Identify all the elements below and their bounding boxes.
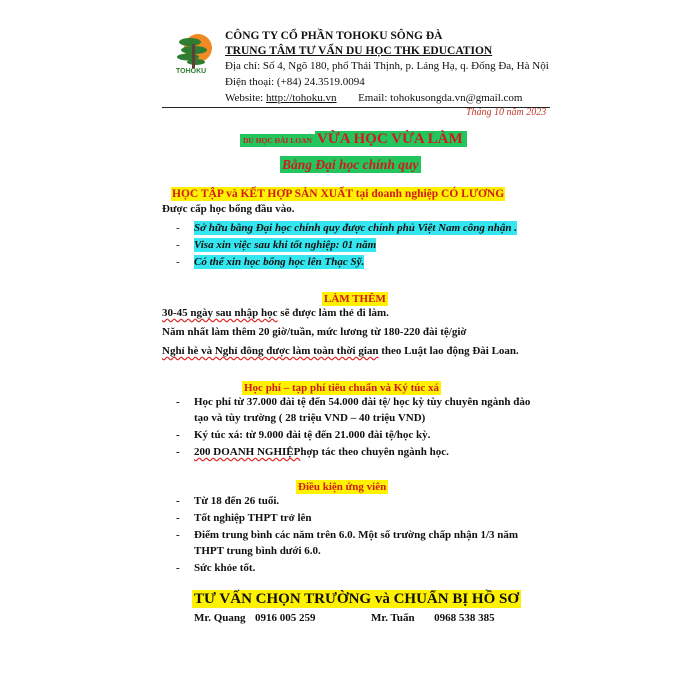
work-line-3: Nghỉ hè và Nghỉ đông được làm toàn thời gian theo Luật lao động Đài Loan.: [162, 345, 519, 357]
degree-title: Bằng Đại học chính quy: [282, 157, 419, 172]
scholarship-text: Được cấp học bổng đầu vào.: [162, 203, 295, 215]
study-headline: HỌC TẬP và KẾT HỢP SẢN XUẤT tại doanh nghiệp CÓ LƯƠNG: [172, 188, 505, 200]
list-item: - Sở hữu bằng Đại học chính quy được chính phủ Việt Nam công nhận .: [176, 222, 517, 234]
work-line-2: Năm nhất làm thêm 20 giờ/tuần, mức lương từ 180-220 đài tệ/giờ: [162, 326, 467, 338]
fees-heading: Học phí – tạp phí tiêu chuẩn và Ký túc xá: [244, 382, 439, 394]
list-item: - 200 DOANH NGHIỆP hợp tác theo chuyên ngành học.: [176, 446, 449, 458]
website-line: [225, 92, 522, 105]
list-item: - Có thể xin học bổng học lên Thạc Sỹ.: [176, 256, 365, 268]
company-name: CÔNG TY CỔ PHẦN TOHOKU SÔNG ĐÀ: [225, 30, 443, 42]
list-item: - Sức khỏe tốt.: [176, 562, 256, 574]
contact-tuan: [371, 611, 495, 625]
list-item-continuation: tạo và tùy trường ( 28 triệu VND – 40 triệu VND): [194, 412, 426, 424]
email-label: Email:: [358, 92, 388, 104]
company-logo: [172, 30, 218, 78]
email-link[interactable]: tohokusongda.vn@gmail.com: [390, 92, 523, 104]
contact-phone[interactable]: 0968 538 385: [434, 612, 495, 624]
banner-small: DU HỌC ĐÀI LOAN: [240, 134, 315, 147]
document-date: Tháng 10 năm 2023: [466, 107, 547, 118]
contact-name: Mr. Quang: [194, 612, 246, 624]
banner-title: [240, 130, 467, 148]
list-item: - Từ 18 đến 26 tuổi.: [176, 495, 280, 507]
contact-quang: [194, 611, 316, 625]
work-line-1: 30-45 ngày sau nhập học sẽ được làm thẻ đi làm.: [162, 307, 389, 319]
list-item: - Visa xin việc sau khi tốt nghiệp: 01 năm: [176, 239, 377, 251]
list-item: - Điểm trung bình các năm trên 6.0. Một số trường chấp nhận 1/3 năm: [176, 529, 519, 541]
center-name: TRUNG TÂM TƯ VẤN DU HỌC THK EDUCATION: [225, 45, 493, 57]
banner-big: VỪA HỌC VỪA LÀM: [315, 131, 467, 147]
list-item-continuation: THPT trung bình dưới 6.0.: [194, 545, 321, 557]
list-item: - Học phí từ 37.000 đài tệ đến 54.000 đài tệ/ học kỳ tùy chuyên ngành đào: [176, 396, 531, 408]
contact-name: Mr. Tuấn: [371, 612, 415, 624]
cta-title: TƯ VẤN CHỌN TRƯỜNG và CHUẨN BỊ HỒ SƠ: [194, 591, 520, 607]
work-heading: LÀM THÊM: [324, 293, 386, 305]
logo-text: TOHOKU: [176, 68, 207, 75]
conditions-heading: Điều kiện ứng viên: [298, 481, 387, 493]
contact-phone[interactable]: 0916 005 259: [255, 612, 316, 624]
list-item: - Ký túc xá: từ 9.000 đài tệ đến 21.000 đài tệ/học kỳ.: [176, 429, 431, 441]
phone: Điện thoại: (+84) 24.3519.0094: [225, 76, 365, 88]
website-label: Website:: [225, 92, 264, 104]
list-item: - Tốt nghiệp THPT trở lên: [176, 512, 312, 524]
address: Địa chỉ: Số 4, Ngõ 180, phố Thái Thịnh, p. Láng Hạ, q. Đống Đa, Hà Nội: [225, 60, 549, 72]
website-link[interactable]: http://tohoku.vn: [265, 92, 337, 104]
